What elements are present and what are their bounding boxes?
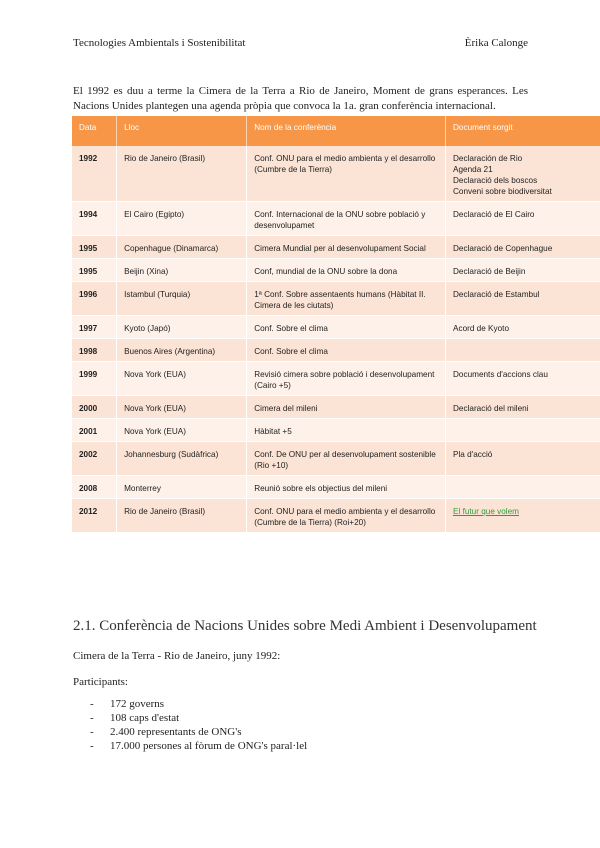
event-subtitle: Cimera de la Terra - Rio de Janeiro, juny 1992: [73,650,281,662]
cell-document: Declaració de Estambul [446,282,600,316]
document-line: Agenda 21 [453,165,493,174]
table-row [72,339,600,362]
cell-place: Nova York (EUA) [117,362,247,396]
list-item: - 17.000 persones al fòrum de ONG's paral·lel [90,739,307,753]
cell-conference-name: Conf. Sobre el clima [247,339,446,362]
column-header-date: Data [72,116,117,146]
cell-conference-name: Conf. De ONU per al desenvolupament sostenible (Rio +10) [247,442,446,476]
cell-place: Nova York (EUA) [117,419,247,442]
list-item: - 172 governs [90,697,307,711]
cell-place: Istambul (Turquia) [117,282,247,316]
cell-conference-name: 1ª Conf. Sobre assentaents humans (Hàbitat II. Cimera de les ciutats) [247,282,446,316]
cell-year: 2012 [72,499,117,533]
table-row [72,419,600,442]
cell-conference-name: Hàbitat +5 [247,419,446,442]
document-line: Conveni sobre biodiversitat [453,187,552,196]
table-row [72,236,600,259]
section-title: 2.1. Conferència de Nacions Unides sobre Medi Ambient i Desenvolupament [73,618,537,634]
cell-place: Monterrey [117,476,247,499]
intro-paragraph: El 1992 es duu a terme la Cimera de la Terra a Rio de Janeiro, Moment de grans esperances. Les Nacions Unides plantegen una agenda pròpia que convoca la 1a. gran conferència internacional. [73,85,528,112]
cell-place: El Cairo (Egipto) [117,202,247,236]
column-header-document: Document sorgit [446,116,600,146]
cell-place: Rio de Janeiro (Brasil) [117,499,247,533]
conferences-table [72,116,600,533]
table-row [72,396,600,419]
table-row [72,316,600,339]
cell-document: Acord de Kyoto [446,316,600,339]
cell-year: 1995 [72,236,117,259]
cell-year: 1997 [72,316,117,339]
cell-year: 1994 [72,202,117,236]
header-course-title: Tecnologies Ambientals i Sostenibilitat [73,37,246,49]
cell-document [446,146,600,202]
cell-conference-name: Reunió sobre els objectius del mileni [247,476,446,499]
table-row [72,442,600,476]
cell-year: 1998 [72,339,117,362]
cell-place: Rio de Janeiro (Brasil) [117,146,247,202]
cell-conference-name: Conf. ONU para el medio ambienta y el desarrollo (Cumbre de la Tierra) (Roi+20) [247,499,446,533]
list-item: - 108 caps d'estat [90,711,307,725]
cell-year: 2002 [72,442,117,476]
table-row [72,476,600,499]
column-header-place: Lloc [117,116,247,146]
cell-year: 2000 [72,396,117,419]
cell-year: 1992 [72,146,117,202]
cell-conference-name: Conf. ONU para el medio ambienta y el desarrollo (Cumbre de la Tierra) [247,146,446,202]
cell-document: Declaració de Copenhague [446,236,600,259]
cell-place: Kyoto (Japó) [117,316,247,339]
cell-document [446,476,600,499]
document-line: Declaración de Rio [453,154,523,163]
table-header-row [72,116,600,146]
cell-place: Nova York (EUA) [117,396,247,419]
cell-year: 1995 [72,259,117,282]
document-line: Declaració dels boscos [453,176,538,185]
table-row [72,362,600,396]
cell-conference-name: Conf. Sobre el clima [247,316,446,339]
cell-conference-name: Revisió cimera sobre població i desenvolupament (Cairo +5) [247,362,446,396]
cell-document [446,339,600,362]
list-item: - 2.400 representants de ONG's [90,725,307,739]
page-header [73,37,528,49]
table-row [72,499,600,533]
cell-year: 2001 [72,419,117,442]
cell-document: Declaració de El Cairo [446,202,600,236]
cell-document: Documents d'accions clau [446,362,600,396]
cell-place: Beijin (Xina) [117,259,247,282]
cell-conference-name: Cimera del mileni [247,396,446,419]
table-row [72,282,600,316]
cell-document [446,499,600,533]
column-header-conference-name: Nom de la conferència [247,116,446,146]
cell-place: Johannesburg (Sudàfrica) [117,442,247,476]
cell-year: 2008 [72,476,117,499]
cell-year: 1996 [72,282,117,316]
participants-list [90,697,307,753]
table-row [72,259,600,282]
cell-document: Declaració del mileni [446,396,600,419]
header-author: Èrika Calonge [464,37,528,49]
cell-document: Declaració de Beijin [446,259,600,282]
cell-conference-name: Cimera Mundial per al desenvolupament Social [247,236,446,259]
cell-document [446,419,600,442]
table-row [72,202,600,236]
cell-year: 1999 [72,362,117,396]
document-link[interactable]: El futur que volem [453,507,520,516]
cell-conference-name: Conf, mundial de la ONU sobre la dona [247,259,446,282]
participants-label: Participants: [73,676,128,688]
cell-place: Buenos Aires (Argentina) [117,339,247,362]
cell-conference-name: Conf. Internacional de la ONU sobre població y desenvolupamet [247,202,446,236]
table-row [72,146,600,202]
cell-document: Pla d'acció [446,442,600,476]
cell-place: Copenhague (Dinamarca) [117,236,247,259]
